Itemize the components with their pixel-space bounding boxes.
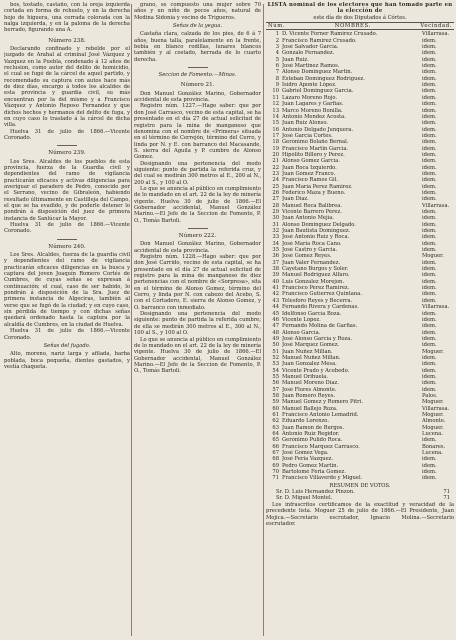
voter-vecindad: idem. <box>422 361 437 368</box>
voter-name: Pedro Gomez Martin. <box>282 462 339 469</box>
voter-name: José Flores Almonte. <box>282 386 337 393</box>
voter-vecindad: idem. <box>422 247 437 254</box>
voter-name: Francisco Martin García. <box>282 145 349 152</box>
voter-vecindad: idem. <box>422 469 437 476</box>
row-number: 48 <box>272 329 279 336</box>
voter-name: Juan Gómez Franco. <box>282 170 336 177</box>
list-title: LISTA nominal de los electores que han tomado parte en la elección de <box>267 2 453 15</box>
voter-vecindad: idem. <box>422 354 437 361</box>
row-number: 32 <box>272 228 279 235</box>
header-num: Núm. <box>268 23 286 30</box>
voter-name: Francisco Villaverde y Miguel. <box>282 475 363 482</box>
voter-vecindad: Villarrasa. <box>422 405 450 412</box>
row-number: 24 <box>272 177 279 184</box>
row-number: 7 <box>275 69 279 76</box>
table-row <box>266 475 454 481</box>
row-number: 8 <box>275 75 279 82</box>
row-number: 14 <box>272 113 279 120</box>
voter-name: Juan Ruiz. <box>282 56 309 63</box>
voter-vecindad: idem. <box>422 437 437 444</box>
voter-vecindad: idem. <box>422 266 437 273</box>
paragraph: Lo que se anuncia al público en cumplimiento de lo mandado en el art. 22 de la ley de minería vigente. Huelva 30 de julio de 1866.—El Gobernador accidental, Manuel González Marino.—El Jefe de la Seccion de Fomento, P. O., Tomás Bartoli. <box>134 185 261 224</box>
voter-vecindad: Moguer. <box>422 399 444 406</box>
voter-vecindad: idem. <box>422 221 437 228</box>
voter-name: José Maria Roca Cano. <box>282 240 342 247</box>
voter-name: Bartolomé Feria Gomez. <box>282 469 346 476</box>
signature-line: Huelva 31 de julio de 1866.—Vicente Coronado. <box>4 328 130 341</box>
subheading: Señas de la yegua. <box>172 23 223 30</box>
voter-name: Juan Valer Fernandez. <box>282 259 341 266</box>
voter-vecindad: idem. <box>422 291 437 298</box>
voter-name: Francisco Gutierrez Quintana. <box>282 291 362 298</box>
voter-vecindad: idem. <box>422 69 437 76</box>
separator <box>188 228 208 229</box>
row-number: 42 <box>272 291 279 298</box>
paragraph: Los Sres. Alcaldes de los pueblos de esta provincia, fuerza de la Guardia civil y dependientes del ramo de vigilancia practicarán eficaces y activas diligencias para averiguar el paradero de Pedro, conocido por el Serrano, vecino de Gibraleón, habiendo resultado últimamente en Castilleja del Campo, el que se ha evadido, y de poderle detener lo pondrán á disposición del juez de primera instancia de Sanlúcar la Mayor. <box>4 158 130 222</box>
voter-vecindad: idem. <box>422 272 437 279</box>
row-number: 27 <box>272 196 279 203</box>
voter-vecindad: idem. <box>422 285 437 292</box>
row-number: 15 <box>272 120 279 127</box>
voter-vecindad: idem. <box>422 120 437 127</box>
voter-name: Francisco Ramos Gil. <box>282 177 338 184</box>
voter-name: Idelfonso García Boza. <box>282 310 342 317</box>
voter-vecindad: idem. <box>422 316 437 323</box>
summary-row <box>266 495 454 501</box>
paragraph: bos, tostado, castaño, con la oreja izquierda cortada en forma de rehuelo, y en la derecha hojo de higuera, una cerrada colorada con la nalga izquierda, y en la paloma de la derecha herrado, figurando una A. <box>4 2 130 34</box>
voter-name: Vicente Barrero Pérez. <box>282 209 342 215</box>
voter-name: Juan Antonio Mejía. <box>282 215 334 222</box>
voter-name: Juan Ramon de Burgos. <box>282 424 345 431</box>
row-number: 19 <box>272 145 279 152</box>
paragraph: Los Sres. Alcaldes, fuerza de la guardia civil y dependientes del ramo de vigilancia practicarán eficaces diligencias en la busca y captura del joven Joaquín Romero Cortés de Cumbres, de cuyas señas se expresan á continuación; el cual, caso de ser habido, lo pondrán á disposición de la Sra. Juez de primera instancia de Algeciras, también al verse que se fugó de la ciudad; y en cuyo caso, sin pérdida de tiempo y con dichas señas quedará ordenado hasta la captura por la alcaldía de Cumbres, en la ciudad de Huelva. <box>4 252 130 328</box>
voter-name: Manuel Rodriguez Alfaro. <box>282 272 350 279</box>
row-number: 44 <box>272 304 279 311</box>
voter-name: Juan Roca Izquierdo. <box>282 164 337 171</box>
voter-name: Manuel Nuñez Millan. <box>282 354 341 361</box>
voter-vecindad: idem. <box>422 37 437 44</box>
row-number: 16 <box>272 126 279 133</box>
row-number: 5 <box>275 56 279 63</box>
section-heading: Número 21. <box>180 82 215 89</box>
row-number: 47 <box>272 323 279 330</box>
row-number: 37 <box>272 259 279 266</box>
list-subtitle: este día de dos Diputados á Córtes. <box>313 14 407 21</box>
section-heading: Número 222. <box>178 233 217 239</box>
paragraph: grano, se compuesto una mujer sobre 70 años y un niño de pocos años, natural de Medina Sidonia y vecino de Trigueros. <box>134 2 261 21</box>
row-number: 31 <box>272 221 279 228</box>
row-number: 35 <box>272 247 279 254</box>
voter-vecindad: idem. <box>422 56 437 63</box>
voter-name: Eduardo Lorenzo. <box>282 418 329 425</box>
voter-name: José García Cortés. <box>282 132 333 139</box>
voter-vecindad: idem. <box>422 145 437 152</box>
row-number: 10 <box>272 88 279 95</box>
column-divider <box>263 4 264 636</box>
paragraph: Registro núm. 1227.—Hago saber: que por don José Carrasco, vecino de esta capital, se ha presentado en el día 27 de actual solicitud de registro para la mina de manganeso que denomina con el nombre de «Primera» situada en el término de Cerrejón, término del Cerro, y linda por N. y E. con barranco del Macasande, S. sierra del Aguila y P. cumbre de Alonso Gomez. <box>134 103 261 161</box>
row-number: 41 <box>272 285 279 292</box>
row-number: 57 <box>272 386 279 393</box>
voter-vecindad: idem. <box>422 310 437 317</box>
voter-vecindad: Almonte. <box>422 418 446 425</box>
row-number: 62 <box>272 418 279 425</box>
voter-name: Juan Ruiz Alonso. <box>282 120 329 127</box>
voter-vecindad: idem. <box>422 323 437 330</box>
voter-name: Juan Romero Reyes. <box>282 392 336 399</box>
voter-vecindad: Moguer. <box>422 348 444 355</box>
voter-name: Francisco Marquez Carrasco. <box>282 443 360 450</box>
voter-name: Manuel Moreno Diaz. <box>282 380 339 387</box>
voter-vecindad: idem. <box>422 63 437 70</box>
voter-name: Federico Maza y Bueno. <box>282 189 346 196</box>
row-number: 70 <box>272 469 279 476</box>
voter-name: Juan Nuñez Millan. <box>282 348 333 355</box>
voter-name: Juan Gonzalez Mesa. <box>282 361 337 368</box>
row-number: 50 <box>272 342 279 349</box>
voter-name: Antonio Mendez Acosta. <box>282 113 346 120</box>
column-divider <box>131 4 132 636</box>
voter-vecindad: Villarrasa. <box>422 202 450 209</box>
voter-name: Gabriel Dominguez García. <box>282 88 354 95</box>
separator <box>57 239 77 240</box>
voter-vecindad: Lucena. <box>422 450 443 457</box>
voter-name: Fernando Molina de Garfias. <box>282 323 358 330</box>
table-header <box>266 22 454 30</box>
voter-name: Francisco Perez Ramirez. <box>282 285 350 292</box>
row-number: 63 <box>272 424 279 431</box>
voter-vecindad: idem. <box>422 177 437 184</box>
voter-vecindad: idem. <box>422 107 437 114</box>
row-number: 2 <box>275 37 279 44</box>
row-number: 21 <box>272 158 279 165</box>
row-number: 61 <box>272 412 279 418</box>
voter-vecindad: idem. <box>422 329 437 336</box>
voter-vecindad: idem. <box>422 82 437 89</box>
voter-name: Isidro Aponte López. <box>282 82 337 89</box>
section-heading: Número 240. <box>48 243 86 250</box>
voter-vecindad: idem. <box>422 386 437 393</box>
voter-name: José Antonio Ruiz y Roca. <box>282 234 350 241</box>
voter-vecindad: idem. <box>422 456 437 463</box>
subheading: Seccion de Fomento.—Minas. <box>158 72 237 79</box>
voter-vecindad: Bonares. <box>422 443 446 450</box>
voter-name: Antonio Delgado Junquera. <box>282 126 354 133</box>
paragraph: Alto, moreno, nariz larga y afilada, barba poblada, boca pequeña, dientes gastados, y vestía chaqueta. <box>4 351 130 370</box>
row-number: 4 <box>275 50 279 57</box>
voter-name: Gerónimo Bolaño Bernal. <box>282 139 349 146</box>
voter-vecindad: idem. <box>422 139 437 146</box>
voter-vecindad: idem. <box>422 380 437 387</box>
voter-vecindad: idem. <box>422 44 437 51</box>
section-heading: Número 238. <box>48 37 86 44</box>
summary-title: RESUMEN DE VOTOS. <box>329 482 391 489</box>
voter-name: Alonso Gomez García. <box>282 158 340 165</box>
row-number: 53 <box>272 361 279 368</box>
row-number: 6 <box>275 63 279 70</box>
voter-vecindad: idem. <box>422 228 437 235</box>
voter-name: Juan Bautista Domínguez. <box>282 228 351 235</box>
row-number: 56 <box>272 380 279 387</box>
row-number: 36 <box>272 253 279 260</box>
row-number: 52 <box>272 354 279 361</box>
voter-name: Francisco Antonio Lemadrid. <box>282 412 359 418</box>
voter-list <box>266 31 454 481</box>
voter-name: Manuel Ballejo Roza. <box>282 405 338 412</box>
section-heading: Número 239. <box>48 150 86 157</box>
voter-vecindad: idem. <box>422 342 437 349</box>
candidate-votes: 71 <box>443 489 450 496</box>
row-number: 55 <box>272 373 279 380</box>
row-number: 28 <box>272 202 279 209</box>
voter-vecindad: idem. <box>422 373 437 380</box>
row-number: 43 <box>272 297 279 304</box>
voter-name: José Alonso García y Roza. <box>282 335 352 342</box>
subheading: Señas del fugado. <box>43 342 91 349</box>
voter-name: Gerónimo Pulido Roca. <box>282 437 343 444</box>
voter-vecindad: idem. <box>422 88 437 95</box>
row-number: 30 <box>272 215 279 222</box>
row-number: 23 <box>272 170 279 177</box>
paragraph: Don Manuel González Marino, Gobernador accidental de esta provincia. <box>134 241 261 254</box>
voter-name: José Salvador García. <box>282 44 339 51</box>
row-number: 64 <box>272 431 279 438</box>
voter-vecindad: idem. <box>422 335 437 342</box>
row-number: 12 <box>272 101 279 108</box>
row-number: 45 <box>272 310 279 317</box>
paragraph: Declarando confinado y rebelde por el juzgado de Arahal al criminal José Vázquez y Vazquez en la Puebla, condenado á 12 años de reclusion, como autor del delito de homicidio, el cual se fugó de la cárcel de aquel partido, y recomendado su captura con autos hace más de diez días, encargo á todos los alcaldes de esta provincia y guardia civil, su más encuentran por la del mismo y a Francisco Vázquez y Antonio Reposo Fernandez y que dichos hechos y hermanos del delito de fuga, y en cuyo caso lo traslado á la cárcel de dicha villa. <box>4 46 130 129</box>
row-number: 18 <box>272 139 279 146</box>
voter-name: Alonso García. <box>282 329 321 336</box>
voter-name: Alonso Dominguez Martin. <box>282 69 353 76</box>
voter-vecindad: idem. <box>422 101 437 108</box>
paragraph: Castaña clara, calzada de los pies, de 6 á 7 años, buena talla, paralelamente en la frente, bebía en blanco rodillas, lunares blancos también y al costado, herrada de lo cuarto derecha. <box>134 31 261 63</box>
voter-vecindad: idem. <box>422 196 437 203</box>
row-number: 60 <box>272 405 279 412</box>
voter-name: Manuel Roca Balibrea. <box>282 202 342 209</box>
row-number: 25 <box>272 183 279 190</box>
separator <box>188 67 208 68</box>
voter-vecindad: idem. <box>422 215 437 222</box>
voter-vecindad: Moguer. <box>422 424 444 431</box>
row-number: 51 <box>272 348 279 355</box>
paragraph: Registro núm. 1228.—Hago saber: que por don José Carrido, vecino de esta capital, se ha presentado en el día 27 de actual solicitud de registro para la mina de manganeso de diez pertenencias con el nombre de «Sorpresa», sita en el término de Alonso Gomez, término del Cerro, y linda por N. con cabezo del Acebo, S. con el Cortadero, E. sierra de Alonso Gomez, y O. barranco con inmediato. <box>134 254 261 311</box>
row-number: 33 <box>272 234 279 241</box>
row-number: 59 <box>272 399 279 406</box>
voter-vecindad: idem. <box>422 151 437 158</box>
voter-name: Fernando Rivera y Cardenas. <box>282 304 359 311</box>
row-number: 34 <box>272 240 279 247</box>
voter-vecindad: idem. <box>422 189 437 196</box>
row-number: 1 <box>275 31 279 38</box>
candidate-votes: 71 <box>443 495 450 502</box>
voter-name: Lázaro Moreno Rojo. <box>282 94 338 101</box>
voter-vecindad: idem. <box>422 278 437 285</box>
voter-name: Juan Lagares y Garfias. <box>282 101 344 108</box>
voter-vecindad: idem. <box>422 209 437 215</box>
row-number: 11 <box>272 94 279 101</box>
row-number: 58 <box>272 392 279 399</box>
voter-name: José Gomez Vega. <box>282 450 329 457</box>
certification-footer: Los infrascritos certificamos de la exactitud y veracidad de la precedente lista. Moguer 25 de julio de 1866.—El Presidente, Juan Mojica.—Secretario escrutador, Ignacio Molina.—Secretario escrutador. <box>266 501 454 527</box>
row-number: 54 <box>272 367 279 374</box>
voter-name: Manuel Orihuela. <box>282 373 329 380</box>
voter-vecindad: Villarrasa. <box>422 31 450 38</box>
voter-vecindad: idem. <box>422 259 437 266</box>
voter-vecindad: idem. <box>422 475 437 482</box>
voter-name: José Márquez Gomez. <box>282 342 340 349</box>
row-number: 3 <box>275 44 279 51</box>
voter-vecindad: Lucena. <box>422 431 443 438</box>
voter-vecindad: idem. <box>422 113 437 120</box>
voter-name: Hipólito Billero y Perez. <box>282 151 345 158</box>
voter-vecindad: idem. <box>422 234 437 241</box>
header-vecindad: Vecindad. <box>420 23 452 30</box>
voter-vecindad: idem. <box>422 367 437 374</box>
voter-vecindad: idem. <box>422 132 437 139</box>
voter-vecindad: Moguer. <box>422 412 444 418</box>
candidate-name: Sr. D. Miguel Montel. <box>276 495 333 502</box>
row-number: 67 <box>272 450 279 457</box>
voter-name: Juan Diaz. <box>282 196 309 203</box>
row-number: 20 <box>272 151 279 158</box>
paragraph: Don Manuel González Marino, Gobernador accidental de esta provincia. <box>134 90 261 104</box>
voter-vecindad: idem. <box>422 183 437 190</box>
voter-vecindad: idem. <box>422 50 437 57</box>
voter-name: José Castro y Garcia. <box>282 247 338 254</box>
voter-name: José Feria Vazquez. <box>282 456 334 463</box>
row-number: 22 <box>272 164 279 171</box>
row-number: 26 <box>272 189 279 196</box>
separator <box>57 145 77 146</box>
voter-vecindad: idem. <box>422 94 437 101</box>
voter-vecindad: idem. <box>422 158 437 165</box>
row-number: 29 <box>272 209 279 215</box>
row-number: 13 <box>272 107 279 114</box>
row-number: 38 <box>272 266 279 273</box>
voter-vecindad: idem. <box>422 164 437 171</box>
voter-vecindad: Palos. <box>422 392 438 399</box>
row-number: 46 <box>272 316 279 323</box>
column-1 <box>4 2 130 638</box>
row-number: 71 <box>272 475 279 482</box>
voter-name: Esteban Dominguez Rodriguez. <box>282 75 365 82</box>
row-number: 69 <box>272 462 279 469</box>
paragraph: Designando una pertenencia del modo siguiente: punto de partida la referida cruz, y del cual se medirán 300 metros al E., 200 al N., 200 al S., y 100 al O. <box>134 160 261 186</box>
column-2 <box>134 2 261 638</box>
voter-name: Vicente Prado y Acebedo. <box>282 367 350 374</box>
row-number: 39 <box>272 272 279 279</box>
row-number: 9 <box>275 82 279 89</box>
vote-summary <box>266 489 454 502</box>
voter-name: José Martinez Ramos. <box>282 63 340 70</box>
voter-name: Luis Gonzalez Morejon. <box>282 278 345 285</box>
voter-vecindad: Moguer. <box>422 253 444 260</box>
row-number: 68 <box>272 456 279 463</box>
voter-vecindad: idem. <box>422 126 437 133</box>
voter-vecindad: idem. <box>422 170 437 177</box>
row-number: 49 <box>272 335 279 342</box>
signature-line: Huelva 31 de julio de 1866.—Vicente Coronado. <box>4 128 130 141</box>
voter-vecindad: idem. <box>422 240 437 247</box>
voter-name: D. Vicente Forner Ramirez Crusado. <box>282 31 378 38</box>
voter-name: Telesforo Reyes y Becerra. <box>282 297 353 304</box>
voter-name: Francisco Ramirez Crusado. <box>282 37 357 44</box>
paragraph: Lo que se anuncia al público en cumplimiento de lo mandado en el art. 22 de la ley de minería vigente. Huelva 30 de julio de 1866.—El Gobernador accidental, Manuel González Marino.—El Jefe de la Seccion de Fomento, P. O., Tomás Bartoli. <box>134 336 261 375</box>
voter-name: Manuel Gomez y Romero Pitri. <box>282 399 363 406</box>
voter-name: Cayetano Burgos y Soler. <box>282 266 349 273</box>
row-number: 40 <box>272 278 279 285</box>
voter-name: Alonso Dominguez Delgado. <box>282 221 356 228</box>
voter-name: José Gomez Reyes. <box>282 253 332 260</box>
header-name: NOMBRES. <box>334 23 371 30</box>
voter-name: Gonzalo Fernandez. <box>282 50 335 57</box>
voter-vecindad: idem. <box>422 75 437 82</box>
row-number: 17 <box>272 132 279 139</box>
voter-name: Juan María Perez Ramirez. <box>282 183 353 190</box>
voter-vecindad: idem. <box>422 462 437 469</box>
row-number: 65 <box>272 437 279 444</box>
row-number: 66 <box>272 443 279 450</box>
voter-name: Marco Moreno Bonilla. <box>282 107 343 114</box>
paragraph: Designando una pertenencia del modo siguiente: punto de partida la referida cumbre; de ella se medirán 300 metros al E., 300 al N., 100 al S., y 100 al O. <box>134 311 261 337</box>
voter-name: Antonio Ruiz Regidor. <box>282 431 340 438</box>
candidate-name: Sr. D. Luis Hernandez Pinzon. <box>276 489 355 496</box>
signature-line: Huelva 31 de julio de 1866.—Vicente Coronado. <box>4 222 130 235</box>
voter-vecindad: Villarrasa. <box>422 304 450 311</box>
voter-vecindad: idem. <box>422 297 437 304</box>
column-3 <box>266 2 454 638</box>
voter-name: Vicente López. <box>282 316 321 323</box>
